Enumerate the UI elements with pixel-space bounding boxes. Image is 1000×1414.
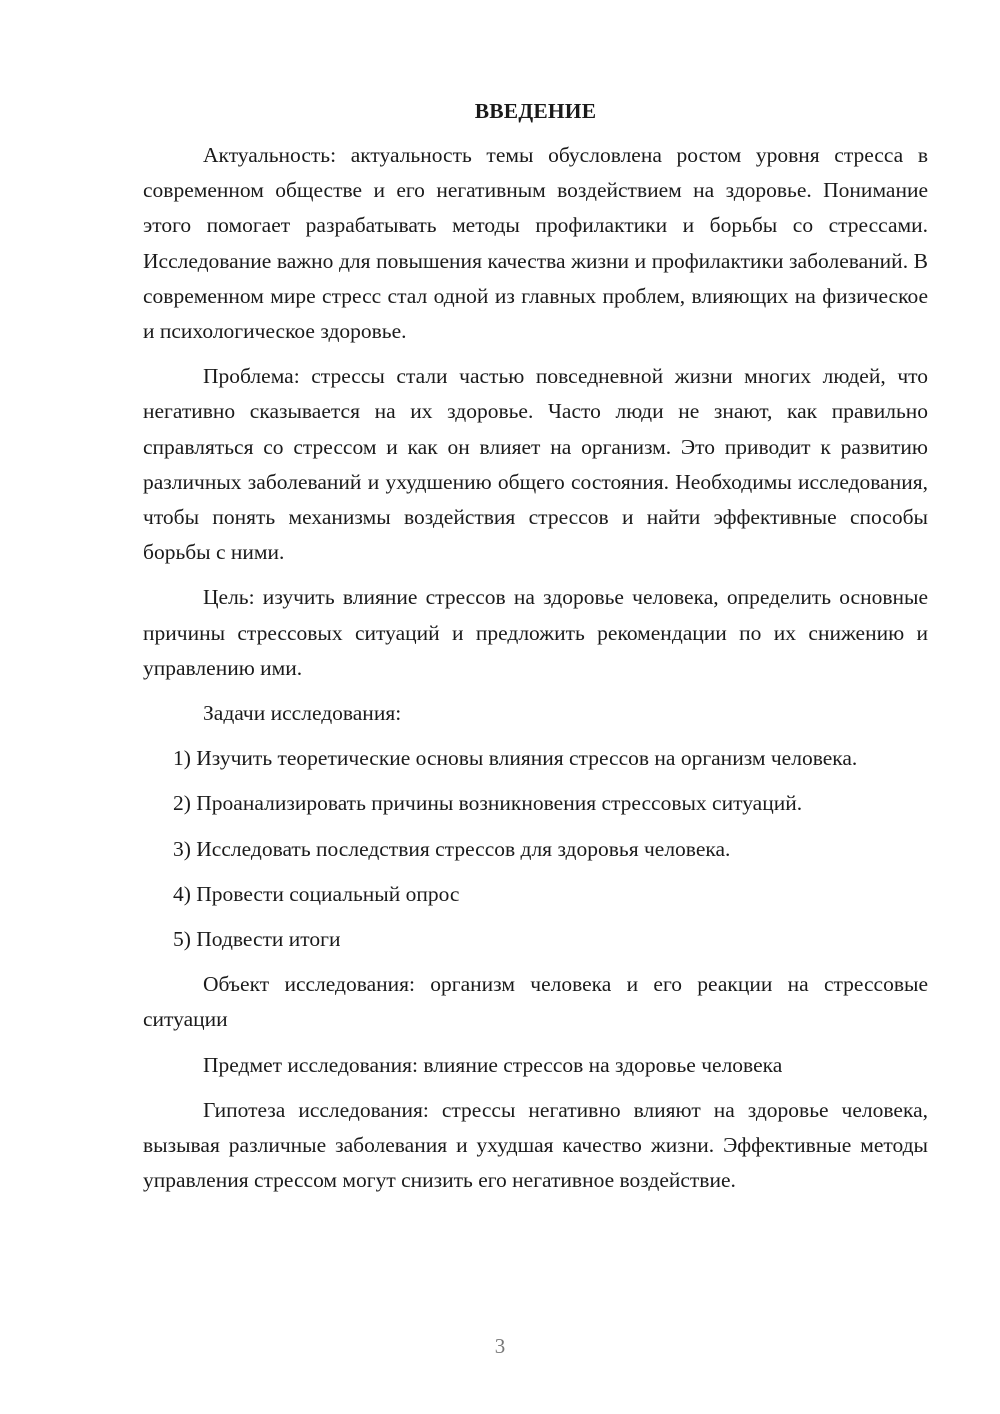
tasks-list [143, 741, 928, 957]
list-item-task-1: 1) Изучить теоретические основы влияния стрессов на организм человека. [173, 746, 858, 771]
list-item-task-3: 3) Исследовать последствия стрессов для здоровья человека. [173, 836, 731, 861]
list-item-task-2: 2) Проанализировать причины возникновения стрессовых ситуаций. [173, 791, 803, 816]
paragraph-tasks-heading: Задачи исследования: [203, 701, 402, 726]
paragraph-problem: Проблема: стрессы стали частью повседневной жизни многих людей, что негативно сказывается на их здоровье. Часто люди не знают, как правильно справляться со стрессом и как он влияет на организм. Это приводит к развитию различных заболеваний и ухудшению общего состояния. Необходимы исследования, чтобы понять механизмы воздействия стрессов и найти эффективные способы борьбы с ними. [143, 364, 928, 565]
paragraph-subject: Предмет исследования: влияние стрессов на здоровье человека [203, 1052, 783, 1077]
paragraph-hypothesis: Гипотеза исследования: стрессы негативно влияют на здоровье человека, вызывая различные заболевания и ухудшая качество жизни. Эффективные методы управления стрессом могут снизить его негативное воздействие. [143, 1097, 928, 1193]
list-item-task-4: 4) Провести социальный опрос [173, 881, 460, 906]
page-title: ВВЕДЕНИЕ [474, 99, 597, 123]
paragraph-goal: Цель: изучить влияние стрессов на здоровье человека, определить основные причины стрессовых ситуаций и предложить рекомендации по их снижению и управлению ими. [143, 585, 928, 680]
paragraph-object: Объект исследования: организм человека и его реакции на стрессовые ситуации [143, 972, 928, 1032]
paragraph-relevance: Актуальность: актуальность темы обусловлена ростом уровня стресса в современном обществе и его негативным воздействием на здоровье. Понимание этого помогает разрабатывать методы профилактики и борьбы со стрессами. Исследование важно для повышения качества жизни и профилактики заболеваний. В современном мире стресс стал одной из главных проблем, влияющих на физическое и психологическое здоровье. [143, 143, 928, 344]
list-item-task-5: 5) Подвести итоги [173, 927, 341, 952]
page-number: 3 [494, 1334, 506, 1358]
page-content [143, 96, 928, 1208]
